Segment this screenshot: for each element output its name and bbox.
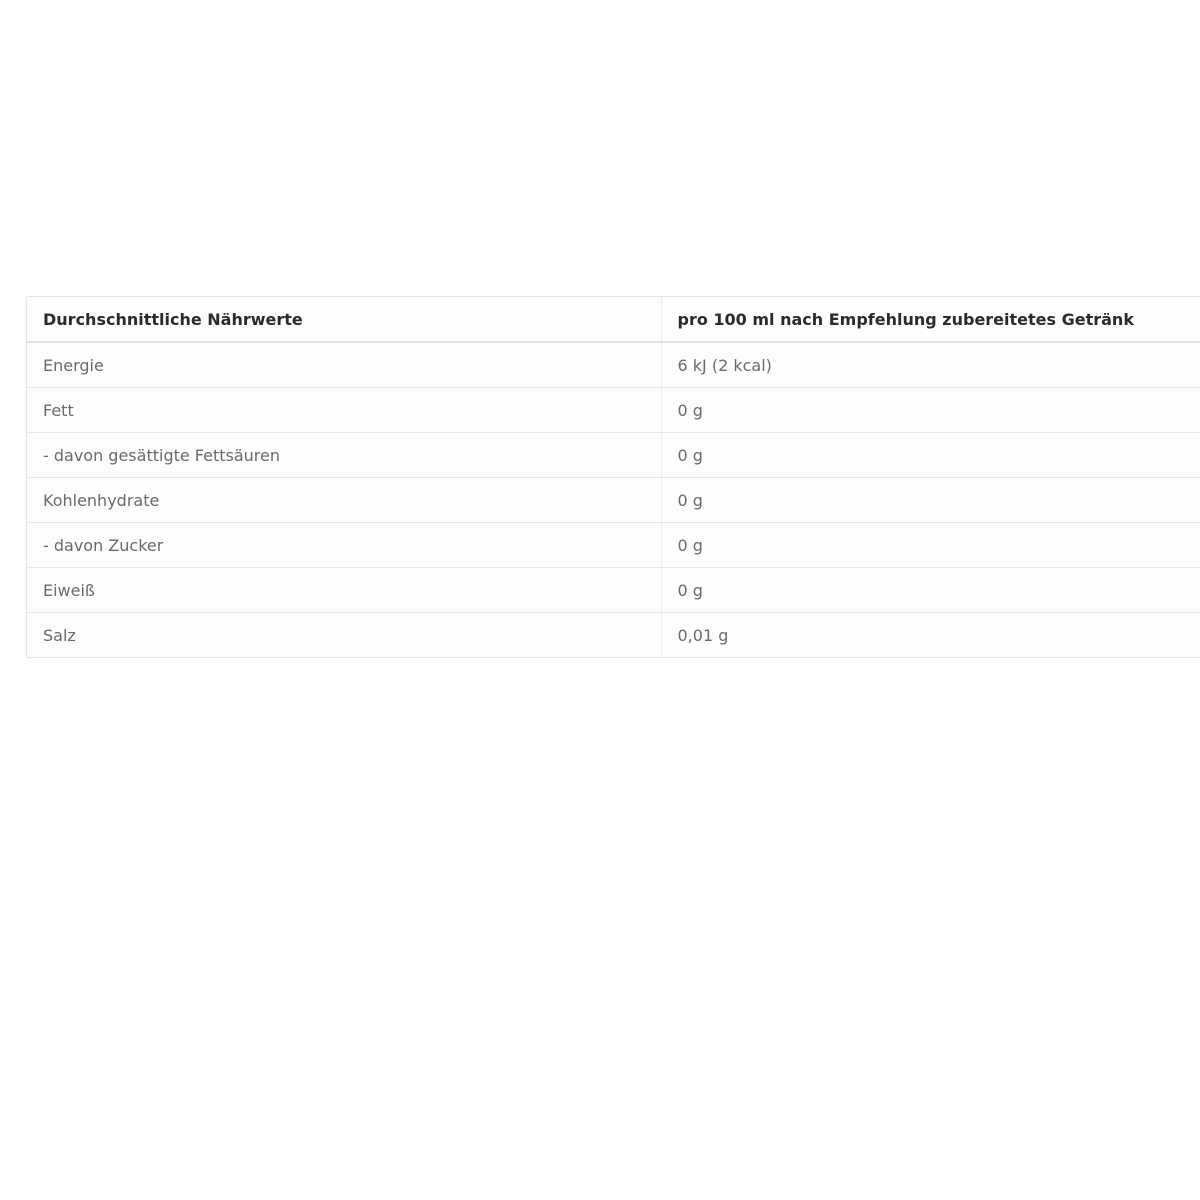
nutrient-value: 0 g <box>661 433 1200 478</box>
table-row <box>27 523 1200 568</box>
nutrient-value: 0 g <box>661 568 1200 613</box>
header-nutrient: Durchschnittliche Nährwerte <box>27 297 661 342</box>
header-per-100ml: pro 100 ml nach Empfehlung zubereitetes Getränk <box>661 297 1200 342</box>
table-row <box>27 433 1200 478</box>
nutrient-name: Eiweiß <box>27 568 661 613</box>
table-row <box>27 568 1200 613</box>
table-row <box>27 388 1200 433</box>
nutrient-value: 0,01 g <box>677 625 729 645</box>
nutrient-name: Salz <box>27 613 661 658</box>
nutrient-name: - davon gesättigte Fettsäuren <box>27 433 661 478</box>
nutrient-value: 0 g <box>661 388 1200 433</box>
nutrient-name: - davon Zucker <box>27 523 661 568</box>
table-row <box>27 342 1200 388</box>
nutrient-name: Energie <box>27 342 661 388</box>
table-header-row <box>27 297 1200 342</box>
nutrient-value: 0 g <box>661 478 1200 523</box>
nutrition-table-container <box>26 296 1200 658</box>
nutrient-value: 0 g <box>661 523 1200 568</box>
table-row <box>27 478 1200 523</box>
nutrient-name: Kohlenhydrate <box>27 478 661 523</box>
nutrient-name: Fett <box>27 388 661 433</box>
nutrition-table <box>27 297 1200 657</box>
nutrient-value: 6 kJ (2 kcal) <box>661 342 1200 388</box>
table-row <box>27 613 1200 658</box>
